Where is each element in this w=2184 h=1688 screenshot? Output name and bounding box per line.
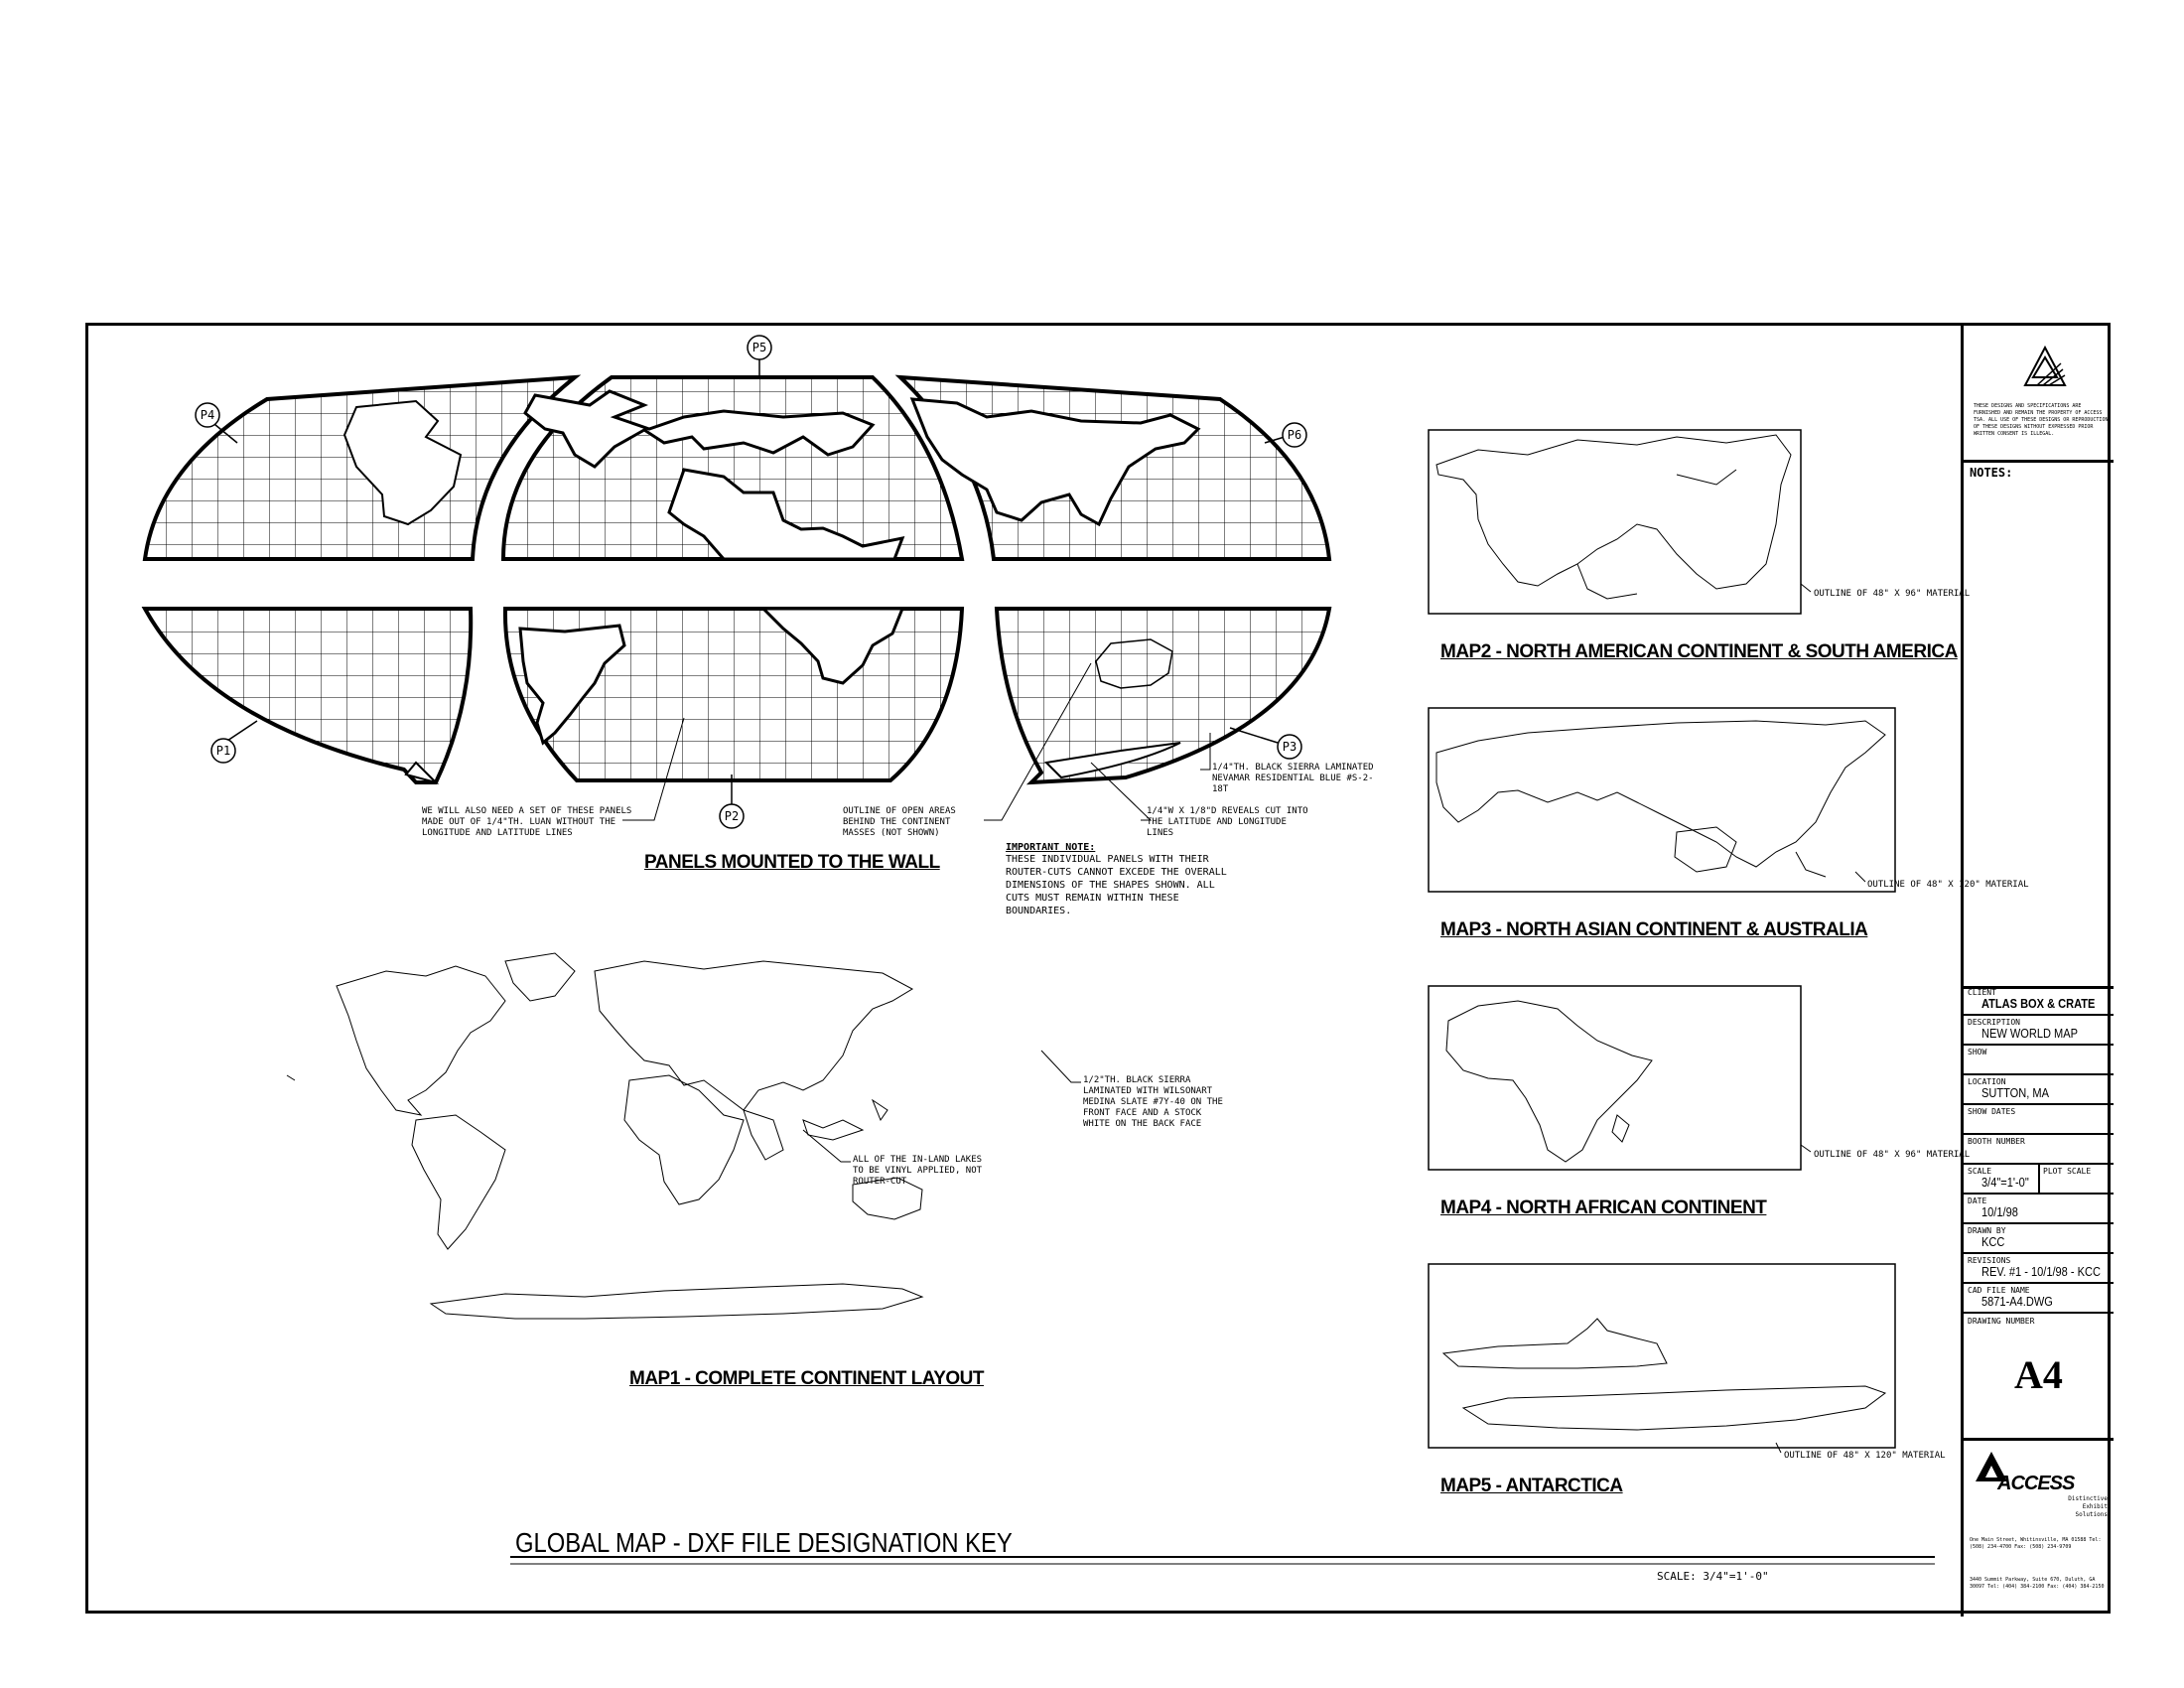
location-row (1964, 1075, 2114, 1105)
map5-title: MAP5 - ANTARCTICA (1440, 1476, 1623, 1496)
map5-outline-note: OUTLINE OF 48" X 120" MATERIAL (1784, 1451, 1946, 1461)
scale-note: SCALE: 3/4"=1'-0" (1657, 1570, 1769, 1583)
client-label: CLIENT (1968, 988, 1996, 997)
map3-outline-note: OUTLINE OF 48" X 120" MATERIAL (1867, 880, 2029, 890)
note-open-areas: OUTLINE OF OPEN AREAS BEHIND THE CONTINENT MASSES (NOT SHOWN) (843, 806, 956, 838)
client-row (1964, 986, 2114, 1016)
map1-note-lakes: ALL OF THE IN-LAND LAKES TO BE VINYL APPLIED, NOT ROUTER-CUT (853, 1155, 983, 1187)
show-label: SHOW (1968, 1048, 1987, 1056)
cad-file-label: CAD FILE NAME (1968, 1286, 2030, 1295)
important-note-title: IMPORTANT NOTE: (1006, 842, 1096, 853)
map4-title: MAP4 - NORTH AFRICAN CONTINENT (1440, 1197, 1767, 1218)
title-block-logo-area (1964, 326, 2114, 463)
cad-file-row (1964, 1284, 2114, 1314)
drawing-number-label: DRAWING NUMBER (1968, 1317, 2035, 1326)
company-block (1964, 1438, 2114, 1617)
p5-label: P5 (751, 341, 767, 354)
access-logo-icon (1964, 326, 2114, 405)
scale-row (1964, 1165, 2114, 1195)
show-dates-label: SHOW DATES (1968, 1107, 2016, 1116)
show-row (1964, 1046, 2114, 1075)
note-reveals: 1/4"W X 1/8"D REVEALS CUT INTO THE LATITUDE AND LONGITUDE LINES (1147, 806, 1308, 838)
drawn-by-value: KCC (1981, 1234, 2005, 1249)
scale-value: 3/4"=1'-0" (1981, 1175, 2029, 1190)
p4-label: P4 (200, 408, 215, 422)
p6-label: P6 (1287, 428, 1302, 442)
drawn-by-label: DRAWN BY (1968, 1226, 2006, 1235)
drawing-number: A4 (2014, 1352, 2063, 1397)
panels-title: PANELS MOUNTED TO THE WALL (644, 852, 940, 873)
drawing-sheet (85, 323, 2111, 1614)
notes-label: NOTES: (1970, 466, 2013, 480)
show-dates-row (1964, 1105, 2114, 1135)
booth-row (1964, 1135, 2114, 1165)
sheet-title: GLOBAL MAP - DXF FILE DESIGNATION KEY (515, 1527, 1013, 1558)
client-value: ATLAS BOX & CRATE (1981, 996, 2096, 1011)
map1-title: MAP1 - COMPLETE CONTINENT LAYOUT (629, 1368, 984, 1389)
map1-note-leaders (88, 326, 1961, 1617)
map2-title: MAP2 - NORTH AMERICAN CONTINENT & SOUTH AMERICA (1440, 641, 1958, 662)
description-label: DESCRIPTION (1968, 1018, 2020, 1027)
map4-outline-note: OUTLINE OF 48" X 96" MATERIAL (1814, 1150, 1971, 1160)
title-block (1961, 326, 2114, 1617)
revisions-value: REV. #1 - 10/1/98 - KCC (1981, 1264, 2101, 1279)
revisions-label: REVISIONS (1968, 1256, 2011, 1265)
important-note-body: THESE INDIVIDUAL PANELS WITH THEIR ROUTER-CUTS CANNOT EXCEDE THE OVERALL DIMENSIONS OF THE SHAPES SHOWN. ALL CUTS MUST REMAIN WITHIN THESE BOUNDARIES. (1006, 854, 1227, 916)
date-row (1964, 1195, 2114, 1224)
description-row (1964, 1016, 2114, 1046)
address-1: One Main Street, Whitinsville, MA 01588 Tel: (508) 234-4700 Fax: (508) 234-9709 (1970, 1537, 2102, 1550)
map3-title: MAP3 - NORTH ASIAN CONTINENT & AUSTRALIA (1440, 919, 1868, 940)
revisions-row (1964, 1254, 2114, 1284)
map2-outline-note: OUTLINE OF 48" X 96" MATERIAL (1814, 589, 1971, 599)
map1-note-material: 1/2"TH. BLACK SIERRA LAMINATED WITH WILSONART MEDINA SLATE #7Y-40 ON THE FRONT FACE AND A STOCK WHITE ON THE BACK FACE (1083, 1075, 1223, 1129)
p3-label: P3 (1282, 740, 1297, 754)
drawn-by-row (1964, 1224, 2114, 1254)
address-2: 3440 Summit Parkway, Suite 670, Duluth, GA 30097 Tel: (404) 384-2100 Fax: (404) 384-2150 (1970, 1577, 2105, 1590)
location-label: LOCATION (1968, 1077, 2006, 1086)
plot-scale-label: PLOT SCALE (2043, 1167, 2092, 1176)
company-tagline: Distinctive Exhibit Solutions (2068, 1495, 2108, 1518)
scale-label: SCALE (1968, 1167, 1992, 1176)
note-panel-material: 1/4"TH. BLACK SIERRA LAMINATED NEVAMAR RESIDENTIAL BLUE #S-2-18T (1212, 763, 1374, 794)
disclaimer-text: THESE DESIGNS AND SPECIFICATIONS ARE FURNISHED AND REMAIN THE PROPERTY OF ACCESS TSA. ALL USE OF THESE DESIGNS OR REPRODUCTION OF THESE DESIGNS WITHOUT EXPRESSED PRIOR WRITTEN CONSENT IS ILLEGAL. (1974, 403, 2109, 437)
drawing-number-box (1964, 1314, 2114, 1441)
location-value: SUTTON, MA (1981, 1085, 2049, 1100)
date-label: DATE (1968, 1196, 1987, 1205)
cad-file-value: 5871-A4.DWG (1981, 1294, 2053, 1309)
description-value: NEW WORLD MAP (1981, 1026, 2079, 1041)
booth-label: BOOTH NUMBER (1968, 1137, 2025, 1146)
p2-label: P2 (724, 809, 740, 823)
notes-area (1964, 460, 2114, 989)
p1-label: P1 (215, 744, 231, 758)
date-value: 10/1/98 (1981, 1204, 2018, 1219)
company-name: ACCESS (1997, 1473, 2075, 1494)
note-panels-without-lines: WE WILL ALSO NEED A SET OF THESE PANELS MADE OUT OF 1/4"TH. LUAN WITHOUT THE LONGITUDE AND LATITUDE LINES (422, 806, 632, 838)
